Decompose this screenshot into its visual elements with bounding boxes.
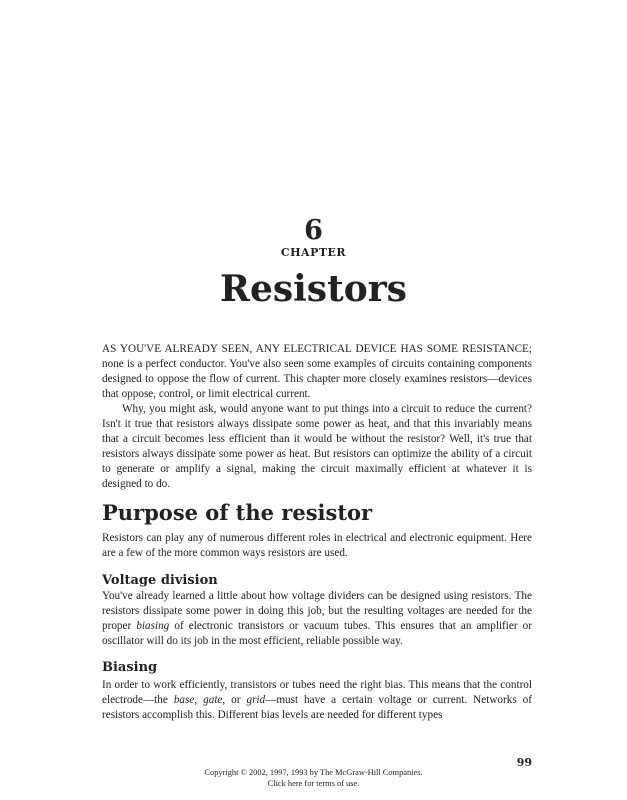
biasing-text-part: In order to work efficiently, transistors or tubes need the right bias. This means that the control electrode—the	[102, 679, 532, 706]
subheading-voltage-division: Voltage division	[102, 573, 218, 588]
intro-paragraph-1: AS YOU'VE ALREADY SEEN, ANY ELECTRICAL DEVICE HAS SOME RESISTANCE; none is a perfect conductor. You've also seen some examples of circuits containing components designed to oppose the flow of current. This chapter more closely examines resistors—devices that oppose, control, or limit electrical current.	[102, 343, 532, 400]
biasing-text-part: , or	[222, 694, 247, 706]
biasing-text-part: ,	[194, 694, 204, 706]
voltage-division-paragraph	[102, 589, 532, 649]
intro-paragraph-2: Why, you might ask, would anyone want to put things into a circuit to reduce the current? Isn't it true that resistors always dissipate some power as heat, and that this invariably means that a circuit becomes less efficient than it would be without the resistor? Well, it's true that resistors always dissipate some power as heat. But resistors can optimize the ability of a circuit to generate or amplify a signal, making the circuit maximally efficient at whatever it is designed to do.	[102, 403, 532, 490]
copyright-footer	[0, 767, 627, 789]
chapter-label: CHAPTER	[280, 246, 347, 259]
grid-emphasis: grid	[246, 694, 266, 706]
biasing-paragraph	[102, 678, 532, 723]
terms-of-use-link[interactable]: Click here for terms of use.	[267, 779, 360, 788]
section-heading-purpose: Purpose of the resistor	[102, 500, 373, 525]
subheading-biasing: Biasing	[102, 660, 158, 675]
page-number: 99	[516, 756, 532, 769]
gate-emphasis: gate	[203, 694, 223, 706]
base-emphasis: base	[173, 694, 195, 706]
voltage-text-part: of electronic transistors or vacuum tubes. This ensures that an amplifier or oscillator will do its job in the most efficient, reliable possible way.	[102, 620, 532, 647]
copyright-text: Copyright © 2002, 1997, 1993 by The McGraw-Hill Companies.	[204, 768, 423, 777]
biasing-emphasis: biasing	[136, 620, 170, 632]
chapter-number: 6	[304, 215, 323, 246]
voltage-text-part: You've already learned a little about how voltage dividers can be designed using resistors. The resistors dissipate some power in doing this job, but the resulting voltages are needed for the proper	[102, 590, 532, 632]
purpose-paragraph: Resistors can play any of numerous different roles in electrical and electronic equipment. Here are a few of the more common ways resistors are used.	[102, 532, 532, 559]
biasing-text-part: —must have a certain voltage or current. Networks of resistors accomplish this. Different bias levels are needed for different types	[102, 694, 532, 721]
chapter-title: Resistors	[220, 268, 407, 310]
